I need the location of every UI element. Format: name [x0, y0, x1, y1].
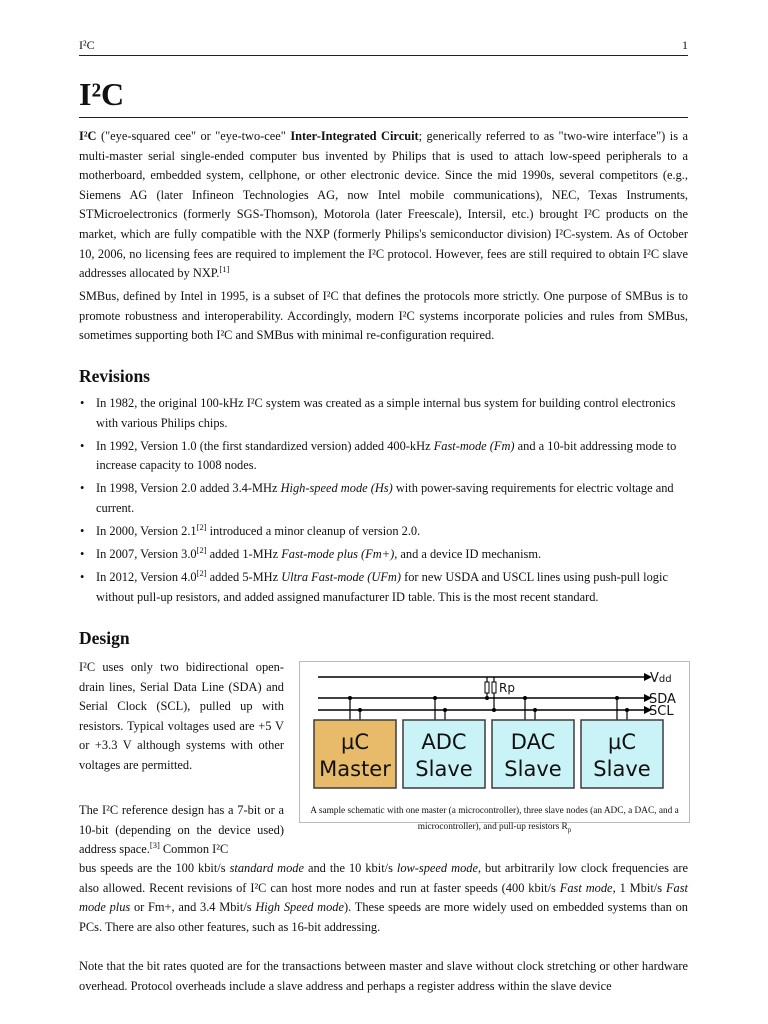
intro-paragraph — [79, 127, 688, 284]
box-label: Slave — [504, 757, 562, 781]
box-label: DAC — [510, 730, 556, 754]
design-paragraph-4: Note that the bit rates quoted are for the transactions between master and slave without clock stretching or other hardware overhead. Protocol overheads include a slave address and perhaps a register address within the slave device — [79, 959, 688, 993]
vdd-label: Vdd — [650, 671, 672, 686]
list-item: • In 1982, the original 100-kHz I²C system was created as a simple internal bus system for building control electronics with various Philips chips. — [80, 396, 676, 430]
article-title: I²C — [79, 76, 125, 112]
box-label: Master — [319, 757, 391, 781]
box-label: µC — [607, 730, 637, 754]
design-paragraph-3: bus speeds are the 100 kbit/s standard mode and the 10 kbit/s low-speed mode, but arbitrarily low clock frequencies are also allowed. Recent revisions of I²C can host more nodes and run at faster speeds (400 kbit/s Fast mode, 1 Mbit/s Fast mode plus or Fm+, and 3.4 Mbit/s High Speed mode). These speeds are more widely used on embedded systems than on PCs. There are also other features, such as 16-bit addressing. — [79, 861, 689, 934]
figure-caption: A sample schematic with one master (a microcontroller), three slave nodes (an ADC, a DAC, and a microcontroller), and pull-up resistors $R_p$ — [310, 806, 679, 834]
rp-label: Rp — [499, 681, 515, 695]
box-label: Slave — [415, 757, 473, 781]
bullet-icon: • — [80, 547, 85, 562]
i2c-schematic-diagram — [300, 662, 689, 802]
bullet-icon: • — [80, 438, 85, 453]
intro-pronunciation: ("eye-squared cee" or "eye-two-cee" — [100, 129, 286, 143]
intro-term: I²C — [79, 129, 97, 143]
scl-label: SCL — [649, 704, 674, 719]
sda-label: SDA — [649, 692, 676, 707]
intro-text: ; generically referred to as "two-wire interface") is a multi-master serial single-ended computer bus invented by Philips that is used to attach low-speed peripherals to a motherboard, embedded system, cellphone, or other electronic device. Since the mid 1990s, several competitors (e.g., Siemens AG (later Infineon Technologies AG, now Intel mobile communications), NEC, Texas Instruments, STMicroelectronics (formerly SGS-Thomson), Motorola (later Freescale), Intersil, etc.) brought I²C products on the market, which are fully compatible with the NXP (formerly Philips's semiconductor division) I²C-system. As of October 10, 2006, no licensing fees are required to implement the I²C protocol. However, fees are still required to obtain I²C slave addresses allocated by NXP. — [79, 129, 688, 281]
citation-link[interactable]: [2] — [196, 568, 207, 579]
revisions-heading: Revisions — [79, 366, 150, 386]
list-item: • In 2000, Version 2.1[2] introduced a minor cleanup of version 2.0. — [79, 522, 688, 542]
box-label: ADC — [421, 730, 467, 754]
page-number: 1 — [682, 38, 688, 52]
intro-full-name: Inter-Integrated Circuit — [290, 129, 419, 143]
bullet-icon: • — [80, 481, 85, 496]
title-divider — [79, 117, 688, 118]
bullet-icon: • — [80, 570, 85, 585]
citation-link[interactable]: [3] — [149, 840, 160, 851]
i2c-schematic-figure — [299, 661, 690, 834]
list-item: • In 1998, Version 2.0 added 3.4-MHz High-speed mode (Hs) with power-saving requirements for electric voltage and current. — [80, 481, 674, 515]
header-divider — [79, 55, 688, 56]
design-paragraph-1: I²C uses only two bidirectional open-drain lines, Serial Data Line (SDA) and Serial Clock (SCL), pulled up with resistors. Typical voltages used are +5 V or +3.3 V although systems with other voltages are permitted. — [79, 660, 284, 772]
box-label: µC — [340, 730, 370, 754]
design-paragraph-2: The I²C reference design has a 7-bit or a 10-bit (depending on the device used) address space.[3] Common I²C — [79, 803, 284, 857]
box-label: Slave — [593, 757, 651, 781]
smbus-paragraph: SMBus, defined by Intel in 1995, is a subset of I²C that defines the protocols more strictly. One purpose of SMBus is to promote robustness and interoperability. Accordingly, modern I²C systems incorporate policies and rules from SMBus, sometimes supporting both I²C and SMBus with minimal re-configuration required. — [79, 289, 688, 343]
bullet-icon: • — [80, 396, 85, 410]
citation-link[interactable]: [2] — [196, 522, 207, 533]
design-heading: Design — [79, 628, 130, 648]
pullup-resistor-sda — [485, 682, 489, 693]
running-header-title: I²C — [79, 38, 95, 52]
citation-link[interactable]: [1] — [219, 264, 230, 275]
bullet-icon: • — [80, 524, 85, 539]
list-item: • In 2012, Version 4.0[2] added 5-MHz Ultra Fast-mode (UFm) for new USDA and USCL lines using push-pull logic without pull-up resistors, and added assigned manufacturer ID table. This is the most recent standard. — [80, 568, 668, 604]
list-item: • In 1992, Version 1.0 (the first standardized version) added 400-kHz Fast-mode (Fm) and a 10-bit addressing mode to increase capacity to 1008 nodes. — [80, 438, 677, 473]
list-item: • In 2007, Version 3.0[2] added 1-MHz Fast-mode plus (Fm+), and a device ID mechanism. — [79, 545, 688, 565]
revisions-list — [79, 394, 688, 611]
citation-link[interactable]: [2] — [196, 545, 207, 556]
pullup-resistor-scl — [492, 682, 496, 693]
